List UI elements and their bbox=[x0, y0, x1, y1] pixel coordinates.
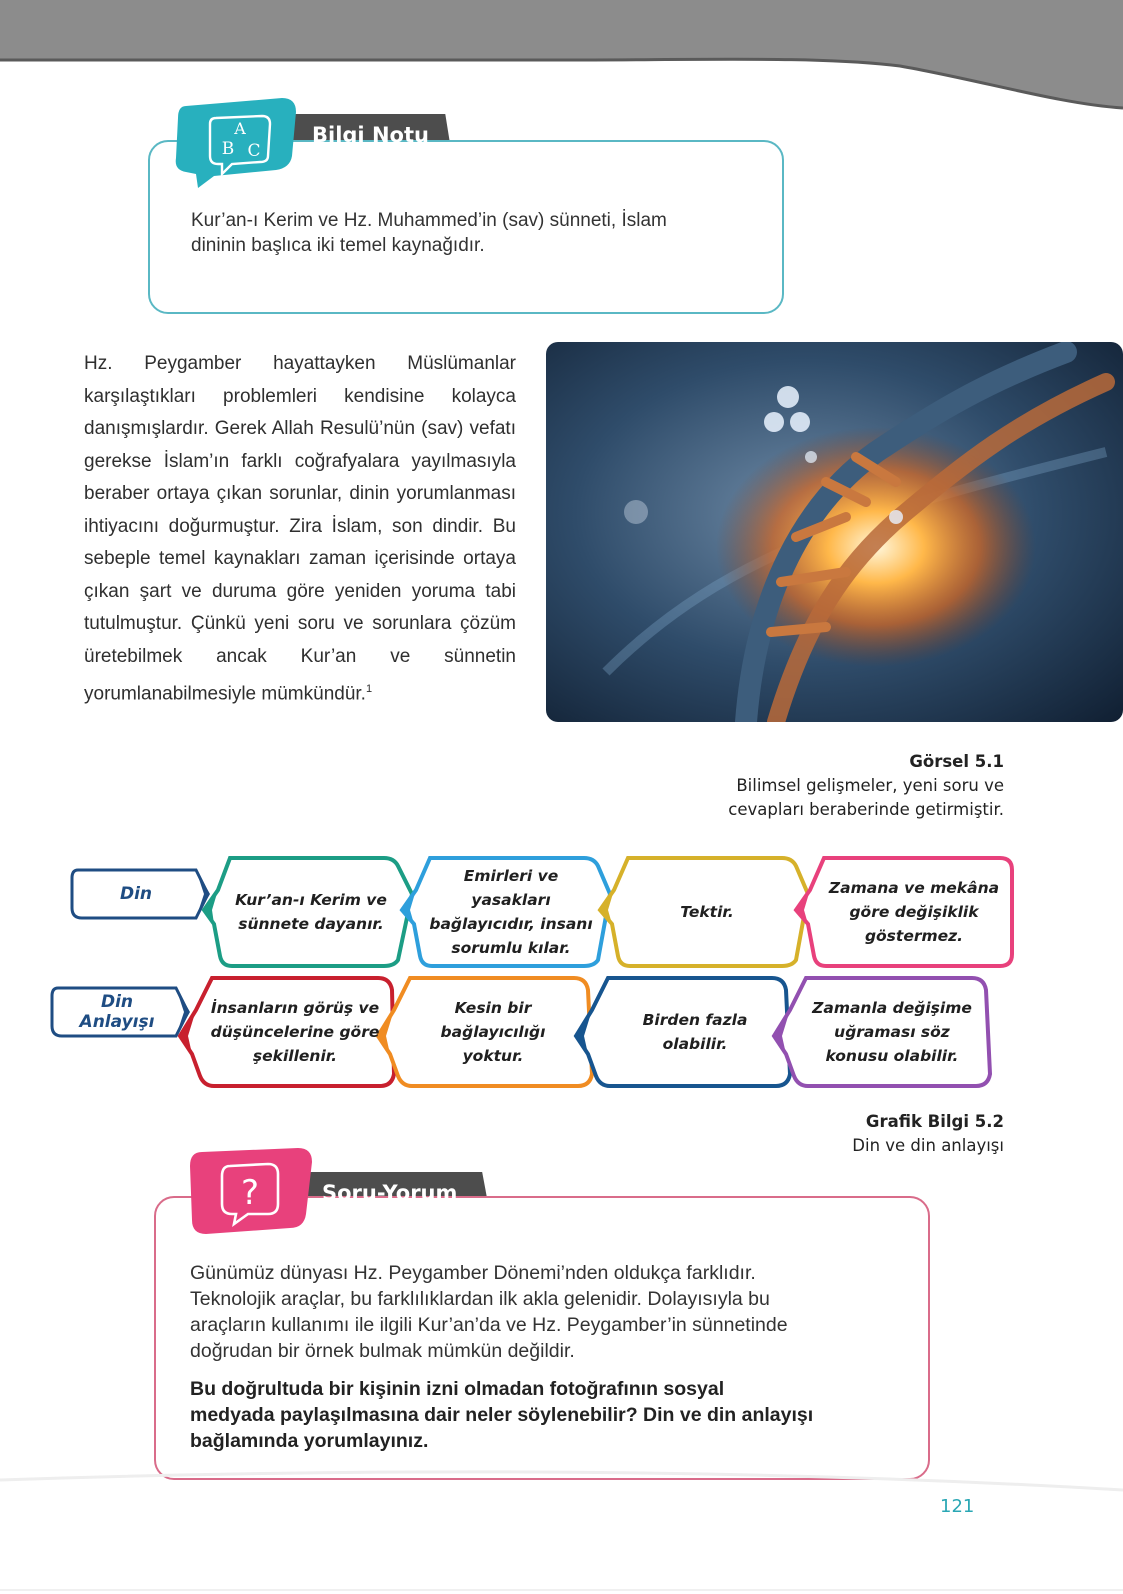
anlayis-item-3: Birden fazla olabilir. bbox=[642, 1011, 748, 1053]
dna-helix-icon bbox=[546, 342, 1123, 722]
svg-text:B: B bbox=[221, 139, 235, 159]
question-line-2: medyada paylaşılmasına dair neler söylenebilir? Din ve din anlayışı bbox=[190, 1404, 814, 1426]
gorsel-caption-line-2: cevapları beraberinde getirmiştir. bbox=[728, 800, 1004, 819]
main-paragraph-text: Hz. Peygamber hayattayken Müslümanlar karşılaştıkları problemleri kendisine kolayca danışmışlardır. Gerek Allah Resulü’nün (sav) vefatı gerekse İslam’ın farklı coğrafyalara yayılmasıyla beraber ortaya çıkan sorunlar, dinin yorumlanması ihtiyacını doğurmuştur. Zira İslam, son dindir. Bu sebeple temel kaynakları zaman içerisinde ortaya çıkan şart ve duruma göre yeniden yoruma tabi tutulmuştur. Çünkü yeni soru ve sorunlara çözüm üretebilmek ancak Kur’an ve sünnetin yorumlanabilmesiyle mümkündür. bbox=[84, 353, 516, 705]
abc-speech-bubble-icon bbox=[174, 98, 300, 190]
anlayis-item-2: Kesin bir bağlayıcılığı yoktur. bbox=[440, 999, 546, 1065]
soru-yorum-question bbox=[190, 1376, 910, 1454]
page-number: 121 bbox=[940, 1496, 975, 1517]
soru-yorum-title: Soru-Yorum bbox=[302, 1172, 490, 1214]
question-line-3: bağlamında yorumlayınız. bbox=[190, 1430, 429, 1452]
svg-text:?: ? bbox=[240, 1173, 260, 1213]
soru-line-3: araçların kullanımı ile ilgili Kur’an’da ve Hz. Peygamber’in sünnetinde bbox=[190, 1314, 788, 1336]
din-item-3: Tektir. bbox=[680, 903, 734, 921]
bilgi-notu-line-2: dininin başlıca iki temel kaynağıdır. bbox=[191, 235, 485, 256]
soru-yorum-paragraph bbox=[190, 1260, 910, 1364]
bilgi-notu-title: Bilgi Notu bbox=[292, 114, 452, 156]
grafik-caption bbox=[700, 1110, 1004, 1158]
din-item-1: Kur’an-ı Kerim ve sünnete dayanır. bbox=[235, 891, 387, 933]
soru-line-1: Günümüz dünyası Hz. Peygamber Dönemi’nden oldukça farklıdır. bbox=[190, 1262, 756, 1284]
gorsel-title: Görsel 5.1 bbox=[909, 752, 1004, 771]
grafik-caption-text: Din ve din anlayışı bbox=[852, 1136, 1004, 1155]
anlayis-item-1: İnsanların görüş ve düşüncelerine göre şekillenir. bbox=[210, 999, 380, 1065]
soru-line-4: doğrudan bir örnek bulmak mümkün değildir. bbox=[190, 1340, 575, 1362]
din-anlayisi-label: Din Anlayışı bbox=[79, 992, 155, 1032]
gorsel-caption bbox=[640, 750, 1004, 822]
header-band bbox=[0, 0, 1123, 110]
svg-text:A: A bbox=[234, 119, 246, 138]
gorsel-caption-line-1: Bilimsel gelişmeler, yeni soru ve bbox=[736, 776, 1004, 795]
svg-text:C: C bbox=[247, 141, 261, 161]
main-paragraph bbox=[84, 348, 516, 711]
bilgi-notu-text bbox=[191, 208, 761, 258]
bilgi-notu-line-1: Kur’an-ı Kerim ve Hz. Muhammed’in (sav) sünneti, İslam bbox=[191, 210, 667, 231]
soru-line-2: Teknolojik araçlar, bu farklılıklardan ilk akla gelenidir. Dolayısıyla bu bbox=[190, 1288, 770, 1310]
footnote-marker: 1 bbox=[365, 683, 373, 695]
din-label: Din bbox=[119, 884, 153, 904]
question-line-1: Bu doğrultuda bir kişinin izni olmadan fotoğrafının sosyal bbox=[190, 1378, 725, 1400]
din-item-2: Emirleri ve yasakları bağlayıcıdır, insanı sorumlu kılar. bbox=[429, 867, 593, 957]
question-mark-bubble-icon bbox=[188, 1148, 314, 1240]
footer-curve bbox=[0, 1460, 1123, 1594]
anlayis-item-4: Zamanla değişime uğraması söz konusu olabilir. bbox=[812, 999, 972, 1065]
din-item-4: Zamana ve mekâna göre değişiklik göstermez. bbox=[828, 879, 1000, 945]
grafik-title: Grafik Bilgi 5.2 bbox=[865, 1112, 1004, 1131]
